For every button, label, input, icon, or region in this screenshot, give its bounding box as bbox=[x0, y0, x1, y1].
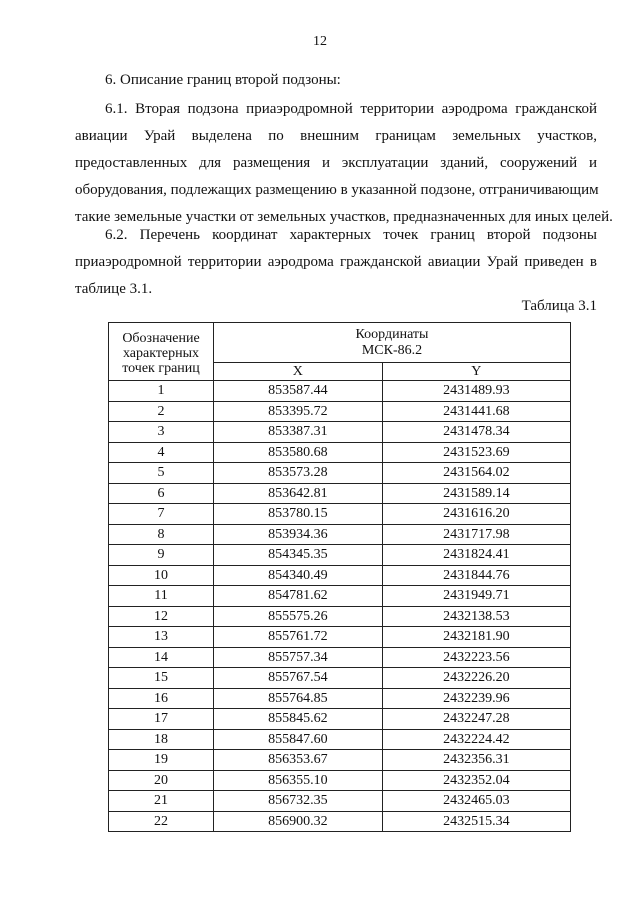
y-coordinate-cell: 2431523.69 bbox=[382, 442, 570, 463]
x-coordinate-cell: 856732.35 bbox=[214, 791, 383, 812]
y-coordinate-cell: 2431441.68 bbox=[382, 401, 570, 422]
point-number-cell: 9 bbox=[109, 545, 214, 566]
x-coordinate-cell: 855757.34 bbox=[214, 647, 383, 668]
x-coordinate-cell: 855847.60 bbox=[214, 729, 383, 750]
y-coordinate-cell: 2432465.03 bbox=[382, 791, 570, 812]
x-coordinate-cell: 853580.68 bbox=[214, 442, 383, 463]
page-number: 12 bbox=[313, 34, 327, 49]
point-number-cell: 2 bbox=[109, 401, 214, 422]
table-row bbox=[109, 463, 571, 484]
table-row bbox=[109, 770, 571, 791]
paragraph-line: такие земельные участки от земельных участков, предназначенных для иных целей. bbox=[75, 209, 613, 225]
column-header-line: Координаты bbox=[355, 327, 429, 342]
x-coordinate-cell: 855845.62 bbox=[214, 709, 383, 730]
y-coordinate-cell: 2432226.20 bbox=[382, 668, 570, 689]
y-coordinate-cell: 2431616.20 bbox=[382, 504, 570, 525]
table-row bbox=[109, 647, 571, 668]
table-row bbox=[109, 627, 571, 648]
point-number-cell: 22 bbox=[109, 811, 214, 832]
point-number-cell: 21 bbox=[109, 791, 214, 812]
point-number-cell: 18 bbox=[109, 729, 214, 750]
paragraph-line: таблице 3.1. bbox=[75, 281, 153, 297]
point-number-cell: 6 bbox=[109, 483, 214, 504]
table-row bbox=[109, 381, 571, 402]
table-row bbox=[109, 565, 571, 586]
table-row bbox=[109, 668, 571, 689]
y-coordinate-cell: 2432224.42 bbox=[382, 729, 570, 750]
y-coordinate-cell: 2431489.93 bbox=[382, 381, 570, 402]
point-number-cell: 8 bbox=[109, 524, 214, 545]
x-coordinate-cell: 853587.44 bbox=[214, 381, 383, 402]
x-coordinate-cell: 854340.49 bbox=[214, 565, 383, 586]
y-coordinate-cell: 2432515.34 bbox=[382, 811, 570, 832]
table-row bbox=[109, 709, 571, 730]
table-row bbox=[109, 545, 571, 566]
coordinates-table bbox=[108, 322, 571, 832]
column-header-y: Y bbox=[382, 363, 570, 381]
y-coordinate-cell: 2432247.28 bbox=[382, 709, 570, 730]
x-coordinate-cell: 853387.31 bbox=[214, 422, 383, 443]
column-header-line: точек границ bbox=[122, 361, 200, 376]
section-heading: 6. Описание границ второй подзоны: bbox=[105, 72, 341, 88]
x-coordinate-cell: 853642.81 bbox=[214, 483, 383, 504]
x-coordinate-cell: 856355.10 bbox=[214, 770, 383, 791]
table-row bbox=[109, 524, 571, 545]
column-header-coordinates bbox=[214, 323, 571, 363]
paragraph-line: оборудования, подлежащих размещению в указанной подзоне, отграничивающим bbox=[75, 182, 599, 198]
y-coordinate-cell: 2431949.71 bbox=[382, 586, 570, 607]
column-header-point bbox=[109, 323, 214, 381]
y-coordinate-cell: 2431478.34 bbox=[382, 422, 570, 443]
table-row bbox=[109, 688, 571, 709]
y-coordinate-cell: 2431589.14 bbox=[382, 483, 570, 504]
y-coordinate-cell: 2431564.02 bbox=[382, 463, 570, 484]
column-header-line: характерных bbox=[122, 346, 200, 361]
table-row bbox=[109, 504, 571, 525]
point-number-cell: 3 bbox=[109, 422, 214, 443]
y-coordinate-cell: 2431824.41 bbox=[382, 545, 570, 566]
point-number-cell: 13 bbox=[109, 627, 214, 648]
table-row bbox=[109, 811, 571, 832]
point-number-cell: 15 bbox=[109, 668, 214, 689]
y-coordinate-cell: 2432352.04 bbox=[382, 770, 570, 791]
point-number-cell: 4 bbox=[109, 442, 214, 463]
point-number-cell: 11 bbox=[109, 586, 214, 607]
column-header-line: Обозначение bbox=[122, 331, 200, 346]
point-number-cell: 7 bbox=[109, 504, 214, 525]
x-coordinate-cell: 856353.67 bbox=[214, 750, 383, 771]
x-coordinate-cell: 855767.54 bbox=[214, 668, 383, 689]
x-coordinate-cell: 853934.36 bbox=[214, 524, 383, 545]
table-row bbox=[109, 729, 571, 750]
x-coordinate-cell: 853780.15 bbox=[214, 504, 383, 525]
y-coordinate-cell: 2432239.96 bbox=[382, 688, 570, 709]
paragraph-line: 6.2. Перечень координат характерных точек границ второй подзоны bbox=[105, 227, 597, 243]
point-number-cell: 20 bbox=[109, 770, 214, 791]
paragraph-line: авиации Урай выделена по внешним границам земельных участков, bbox=[75, 128, 597, 144]
paragraph-6-2 bbox=[75, 222, 597, 303]
table-row bbox=[109, 422, 571, 443]
y-coordinate-cell: 2431717.98 bbox=[382, 524, 570, 545]
x-coordinate-cell: 854345.35 bbox=[214, 545, 383, 566]
point-number-cell: 16 bbox=[109, 688, 214, 709]
x-coordinate-cell: 855761.72 bbox=[214, 627, 383, 648]
column-header-line: МСК-86.2 bbox=[361, 343, 423, 358]
x-coordinate-cell: 855575.26 bbox=[214, 606, 383, 627]
table-row bbox=[109, 442, 571, 463]
point-number-cell: 19 bbox=[109, 750, 214, 771]
y-coordinate-cell: 2432223.56 bbox=[382, 647, 570, 668]
x-coordinate-cell: 853395.72 bbox=[214, 401, 383, 422]
point-number-cell: 1 bbox=[109, 381, 214, 402]
paragraph-6-1 bbox=[75, 96, 613, 231]
x-coordinate-cell: 856900.32 bbox=[214, 811, 383, 832]
x-coordinate-cell: 854781.62 bbox=[214, 586, 383, 607]
y-coordinate-cell: 2432356.31 bbox=[382, 750, 570, 771]
y-coordinate-cell: 2431844.76 bbox=[382, 565, 570, 586]
point-number-cell: 17 bbox=[109, 709, 214, 730]
point-number-cell: 5 bbox=[109, 463, 214, 484]
table-row bbox=[109, 586, 571, 607]
x-coordinate-cell: 855764.85 bbox=[214, 688, 383, 709]
x-coordinate-cell: 853573.28 bbox=[214, 463, 383, 484]
table-caption: Таблица 3.1 bbox=[521, 298, 597, 314]
table-row bbox=[109, 750, 571, 771]
paragraph-line: приаэродромной территории аэродрома гражданской авиации Урай приведен в bbox=[75, 254, 597, 270]
table-row bbox=[109, 606, 571, 627]
point-number-cell: 14 bbox=[109, 647, 214, 668]
paragraph-line: предоставленных для размещения и эксплуатации зданий, сооружений и bbox=[75, 155, 597, 171]
y-coordinate-cell: 2432181.90 bbox=[382, 627, 570, 648]
paragraph-line: 6.1. Вторая подзона приаэродромной территории аэродрома гражданской bbox=[105, 101, 597, 117]
y-coordinate-cell: 2432138.53 bbox=[382, 606, 570, 627]
point-number-cell: 10 bbox=[109, 565, 214, 586]
table-row bbox=[109, 401, 571, 422]
table-row bbox=[109, 791, 571, 812]
column-header-x: X bbox=[214, 363, 383, 381]
table-row bbox=[109, 483, 571, 504]
point-number-cell: 12 bbox=[109, 606, 214, 627]
